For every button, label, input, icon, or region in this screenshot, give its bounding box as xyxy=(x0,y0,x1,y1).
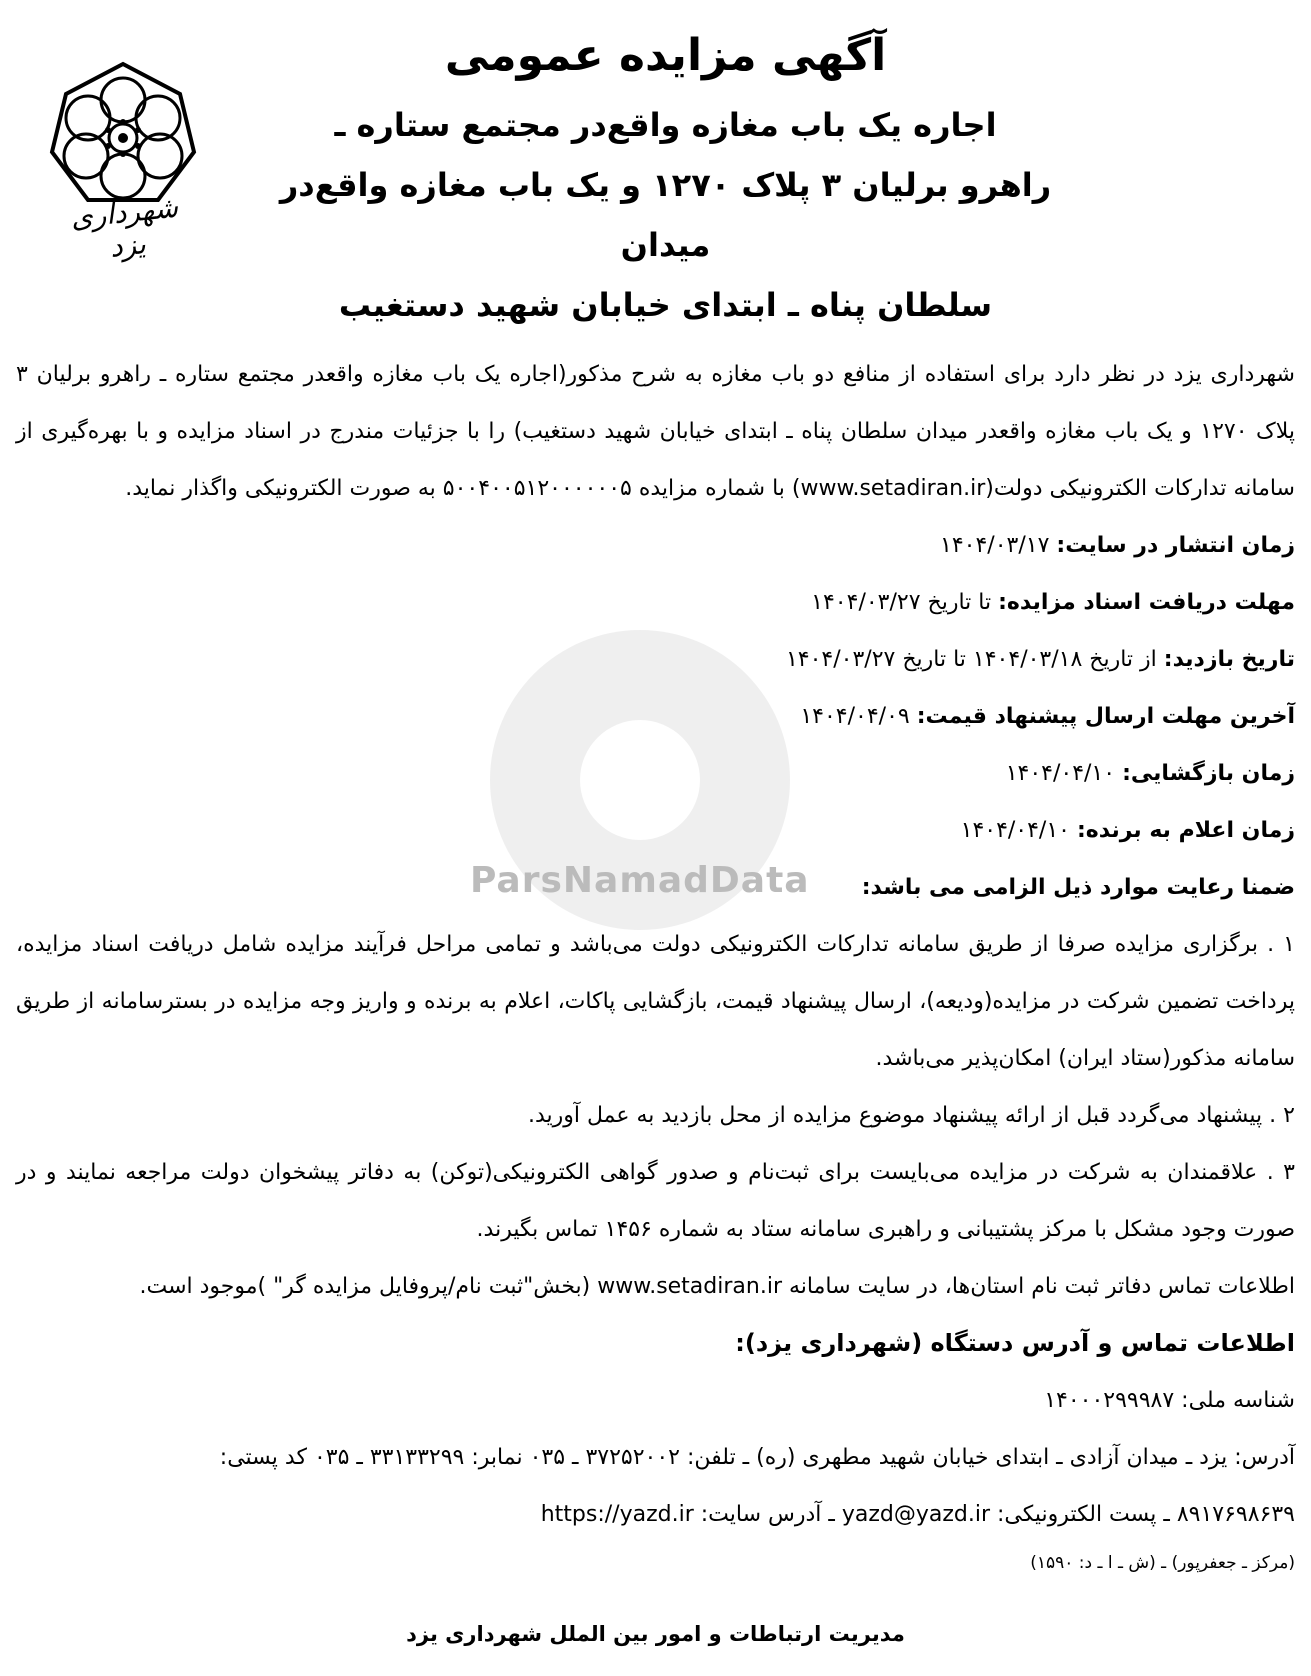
national-id-label: شناسه ملی: xyxy=(1181,1388,1295,1413)
schedule-value: تا تاریخ ۱۴۰۴/۰۳/۲۷ xyxy=(811,590,992,615)
page-title: آگهی مزایده عمومی xyxy=(444,30,887,81)
schedule-label: مهلت دریافت اسناد مزایده: xyxy=(998,590,1295,615)
postal-email-line: ۸۹۱۷۶۹۸۶۳۹ ـ پست الکترونیکی: yazd@yazd.ir ـ آدرس سایت: https://yazd.ir xyxy=(540,1502,1295,1527)
notice-header xyxy=(230,30,1101,335)
schedule-label: آخرین مهلت ارسال پیشنهاد قیمت: xyxy=(916,704,1295,729)
schedule-label: تاریخ بازدید: xyxy=(1163,647,1295,672)
schedule-row xyxy=(16,745,1295,802)
schedule-value: ۱۴۰۴/۰۴/۱۰ xyxy=(960,818,1070,843)
logo-caption: شهرداری یزد xyxy=(69,190,180,264)
intro-paragraph: شهرداری یزد در نظر دارد برای استفاده از منافع دو باب مغازه به شرح مذکور(اجاره یک باب مغازه واقعدر مجتمع ستاره ـ راهرو برلیان ۳ پلاک ۱۲۷۰ و یک باب مغازه واقعدر میدان سلطان پناه ـ ابتدای خیابان شهید دستغیب) را با جزئیات مندرج در اسناد مزایده و با بهره‌گیری از سامانه تدارکات الکترونیکی دولت(www.setadiran.ir) با شماره مزایده ۵۰۰۴۰۰۵۱۲۰۰۰۰۰۰۵ به صورت الکترونیکی واگذار نماید. xyxy=(16,362,1295,501)
schedule-label: زمان اعلام به برنده: xyxy=(1076,818,1295,843)
subtitle-line: راهرو برلیان ۳ پلاک ۱۲۷۰ و یک باب مغازه واقع‌در میدان xyxy=(279,166,1052,264)
address-line: آدرس: یزد ـ میدان آزادی ـ ابتدای خیابان شهید مطهری (ره) ـ تلفن: ۳۷۲۵۲۰۰۲ ـ ۰۳۵ نمابر: ۳۳۱۳۳۲۹۹ ـ ۰۳۵ کد پستی: xyxy=(219,1445,1295,1470)
notice-body xyxy=(16,346,1295,1583)
schedule-row xyxy=(16,517,1295,574)
notes-title: ضمنا رعایت موارد ذیل الزامی می باشد: xyxy=(861,875,1295,900)
note-item: ۱ . برگزاری مزایده صرفا از طریق سامانه تدارکات الکترونیکی دولت می‌باشد و تمامی مراحل فرآیند مزایده شامل دریافت اسناد مزایده، پرداخت تضمین شرکت در مزایده(ودیعه)، ارسال پیشنهاد قیمت، بازگشایی پاکات، اعلام به برنده و واریز وجه مزایده در بسترسامانه از طریق سامانه مذکور(ستاد ایران) امکان‌پذیر می‌باشد. xyxy=(16,932,1295,1071)
watermark-text: ParsNamadData xyxy=(470,860,810,901)
schedule-value: ۱۴۰۴/۰۴/۰۹ xyxy=(800,704,910,729)
schedule-value: ۱۴۰۴/۰۴/۱۰ xyxy=(1005,761,1116,786)
registration-info: اطلاعات تماس دفاتر ثبت نام استان‌ها، در سایت سامانه www.setadiran.ir (بخش"ثبت نام/پروفایل مزایده گر" )موجود است. xyxy=(139,1274,1295,1299)
schedule-value: ۱۴۰۴/۰۳/۱۷ xyxy=(940,533,1050,558)
note-item: ۳ . علاقمندان به شرکت در مزایده می‌بایست برای ثبت‌نام و صدور گواهی الکترونیکی(توکن) به دفاتر پیشخوان دولت مراجعه نمایند و در صورت وجود مشکل با مرکز پشتیبانی و راهبری سامانه ستاد به شماره ۱۴۵۶ تماس بگیرند. xyxy=(16,1160,1295,1242)
national-id-row xyxy=(16,1372,1295,1429)
signature: مدیریت ارتباطات و امور بین الملل شهرداری یزد xyxy=(406,1622,905,1646)
schedule-row xyxy=(16,631,1295,688)
schedule-row xyxy=(16,688,1295,745)
note-item: ۲ . پیشنهاد می‌گردد قبل از ارائه پیشنهاد موضوع مزایده از محل بازدید به عمل آورید. xyxy=(527,1103,1295,1128)
subtitle-line: سلطان پناه ـ ابتدای خیابان شهید دستغیب xyxy=(338,286,993,324)
schedule-row xyxy=(16,802,1295,859)
contact-title: اطلاعات تماس و آدرس دستگاه (شهرداری یزد): xyxy=(735,1329,1295,1357)
schedule-label: زمان بازگشایی: xyxy=(1122,761,1295,786)
schedule-row xyxy=(16,574,1295,631)
schedule-label: زمان انتشار در سایت: xyxy=(1056,533,1295,558)
subtitle-line: اجاره یک باب مغازه واقع‌در مجتمع ستاره ـ xyxy=(334,106,997,144)
national-id-value: ۱۴۰۰۰۲۹۹۹۸۷ xyxy=(1044,1388,1175,1413)
schedule-value: از تاریخ ۱۴۰۴/۰۳/۱۸ تا تاریخ ۱۴۰۴/۰۳/۲۷ xyxy=(785,647,1157,672)
footnote: (مرکز ـ جعفرپور) ـ (ش ـ ا ـ د: ۱۵۹۰) xyxy=(1030,1553,1295,1573)
